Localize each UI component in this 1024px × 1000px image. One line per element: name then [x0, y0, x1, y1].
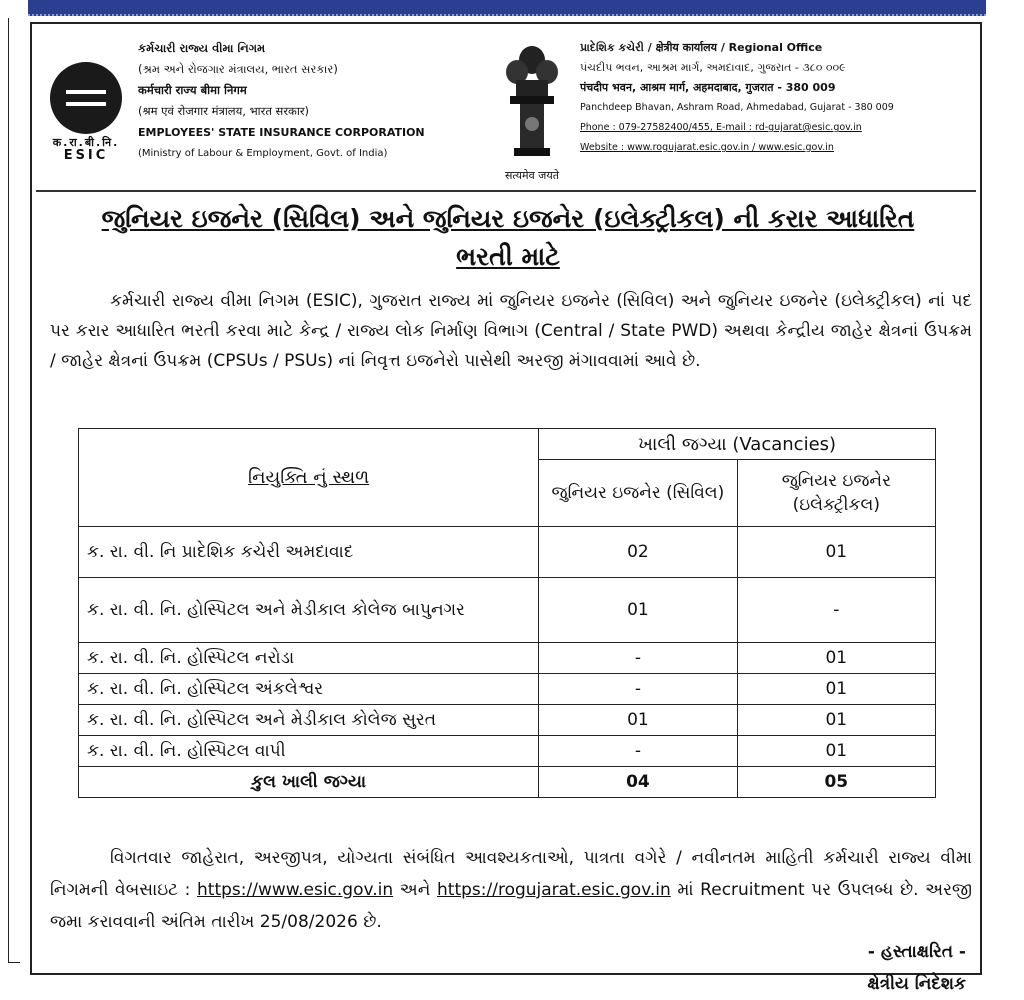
- row-location: ક. રા. વી. નિ. હોસ્પિટલ નરોડા: [79, 643, 539, 674]
- table-row: [79, 643, 936, 674]
- ministry-en: (Ministry of Labour & Employment, Govt. of India): [138, 148, 388, 159]
- row-electrical: 01: [737, 674, 935, 705]
- total-row: [79, 767, 936, 798]
- title-line-1: જુનિયર ઇજનેર (સિવિલ) અને જુનિયર ઇજનેર (ઇલેક્ટ્રીકલ) ની કરાર આધારિત: [101, 204, 915, 233]
- letterhead: [32, 24, 980, 190]
- row-electrical: 01: [737, 527, 935, 578]
- title-line-2: ભરતી માટે: [456, 242, 560, 271]
- notice-title: [52, 200, 964, 276]
- logo-caption: [46, 136, 126, 162]
- website-line: Website : www.rogujarat.esic.gov.in / www.esic.gov.in: [580, 142, 834, 153]
- paragraph-text: કર્મચારી રાજ્ય વીમા નિગમ (ESIC), ગુજરાત રાજ્ય માં જુનિયર ઇજનેર (સિવિલ) અને જુનિયર ઇજનેર (ઇલેક્ટ્રીકલ) નાં પદ પર કરાર આધારિત ભરતી કરવા માટે કેન્દ્ર / રાજ્ય લોક નિર્માણ વિભાગ (Central / State PWD) અથવા કેન્દ્રીય જાહેર ક્ષેત્રનાં ઉપક્રમ / જાહેર ક્ષેત્રનાં ઉપક્રમ (CPSUs / PSUs) નાં નિવૃત્ત ઇજનેરો પાસેથી અરજી મંગાવવામાં આવે છે.: [50, 291, 972, 371]
- row-electrical: 01: [737, 736, 935, 767]
- table-row: [79, 705, 936, 736]
- logo-esic: ESIC: [63, 148, 109, 163]
- row-electrical: 01: [737, 643, 935, 674]
- org-name-gu: કર્મચારી રાજ્ય વીમા નિગમ: [138, 41, 266, 55]
- footer-paragraph: [50, 842, 972, 938]
- notice-frame: [30, 22, 982, 994]
- total-electrical: 05: [737, 767, 935, 798]
- contact-phone-email: Phone : 079-27582400/455, E-mail : rd-gujarat@esic.gov.in: [580, 122, 862, 133]
- address-en: Panchdeep Bhavan, Ashram Road, Ahmedabad, Gujarat - 380 009: [580, 102, 894, 113]
- row-electrical: -: [737, 578, 935, 643]
- table-row: [79, 527, 936, 578]
- row-civil: 01: [539, 705, 737, 736]
- address-hi: पंचदीप भवन, आश्रम मार्ग, अहमदाबाद, गुजरात - 380 009: [580, 81, 836, 94]
- org-name-hi: कर्मचारी राज्य बीमा निगम: [138, 83, 247, 97]
- logo-abbr: क.रा.बी.नि.: [52, 136, 120, 149]
- logo-mark: [66, 90, 106, 106]
- footer-text-2: માં Recruitment પર ઉપલબ્ધ છે. અરજી જમા કરાવવાની અંતિમ તારીખ 25/08/2026 છે.: [50, 880, 973, 932]
- left-page-tick: [8, 962, 20, 963]
- signed-label: - હસ્તાક્ષરિત -: [867, 942, 966, 962]
- table-row: [79, 674, 936, 705]
- office-title: પ્રાદેશિક કચેરી / क्षेत्रीय कार्यालय / Regional Office: [580, 41, 823, 54]
- table-row: [79, 736, 936, 767]
- footer-and: અને: [399, 880, 431, 900]
- ministry-gu: (શ્રમ અને રોજગાર મંત્રાલય, ભારત સરકાર): [138, 62, 338, 76]
- row-civil: -: [539, 643, 737, 674]
- row-electrical: 01: [737, 705, 935, 736]
- vacancy-table: [78, 428, 936, 798]
- footer-text-1: વિગતવાર જાહેરાત, અરજીપત્ર, યોગ્યતા સંબંધિત આવશ્યકતાઓ, પાત્રતા વગેરે / નવીનતમ માહિતી કર્મચારી રાજ્ય વીમા નિગમની વેબસાઇટ :: [50, 848, 972, 900]
- table-row: [79, 578, 936, 643]
- row-location: ક. રા. વી. નિ. હોસ્પિટલ અંકલેશ્વર: [79, 674, 539, 705]
- row-location: ક. રા. વી. નિ પ્રાદેશિક કચેરી અમદાવાદ: [79, 527, 539, 578]
- organization-block: [138, 38, 518, 164]
- total-civil: 04: [539, 767, 737, 798]
- designation: ક્ષેત્રીય નિદેશક: [867, 974, 966, 994]
- address-gu: પંચદીપ ભવન, આશ્રમ માર્ગ, અમદાવાદ, ગુજરાત - ૩૮૦ ૦૦૯: [580, 61, 846, 74]
- notice-paragraph: [50, 286, 972, 376]
- row-location: ક. રા. વી. નિ. હોસ્પિટલ વાપી: [79, 736, 539, 767]
- header-location: નિયુક્તિ નું સ્થળ: [79, 429, 539, 527]
- emblem-motto: सत्यमेव जयते: [504, 169, 559, 182]
- total-label: કુલ ખાલી જગ્યા: [79, 767, 539, 798]
- rogujarat-website-link[interactable]: https://rogujarat.esic.gov.in: [437, 880, 671, 900]
- regional-office-block: [580, 38, 980, 158]
- left-page-rule: [8, 18, 9, 963]
- row-location: ક. રા. વી. નિ. હોસ્પિટલ અને મેડીકાલ કોલેજ સુરત: [79, 705, 539, 736]
- top-border-band: [28, 0, 986, 16]
- signature-block: [867, 936, 966, 1000]
- esic-logo-icon: [50, 62, 122, 134]
- org-name-en: EMPLOYEES' STATE INSURANCE CORPORATION: [138, 126, 425, 139]
- row-civil: 01: [539, 578, 737, 643]
- row-civil: -: [539, 674, 737, 705]
- header-civil: જુનિયર ઇજનેર (સિવિલ): [539, 460, 737, 527]
- row-civil: -: [539, 736, 737, 767]
- row-location: ક. રા. વી. નિ. હોસ્પિટલ અને મેડીકાલ કોલેજ બાપુનગર: [79, 578, 539, 643]
- national-emblem-icon: [490, 40, 574, 190]
- header-vacancies: ખાલી જગ્યા (Vacancies): [539, 429, 936, 460]
- header-divider: [36, 190, 976, 192]
- ministry-hi: (श्रम एवं रोजगार मंत्रालय, भारत सरकार): [138, 104, 310, 118]
- esic-website-link[interactable]: https://www.esic.gov.in: [197, 880, 394, 900]
- header-electrical: જુનિયર ઇજનેર (ઇલેક્ટ્રીકલ): [737, 460, 935, 527]
- row-civil: 02: [539, 527, 737, 578]
